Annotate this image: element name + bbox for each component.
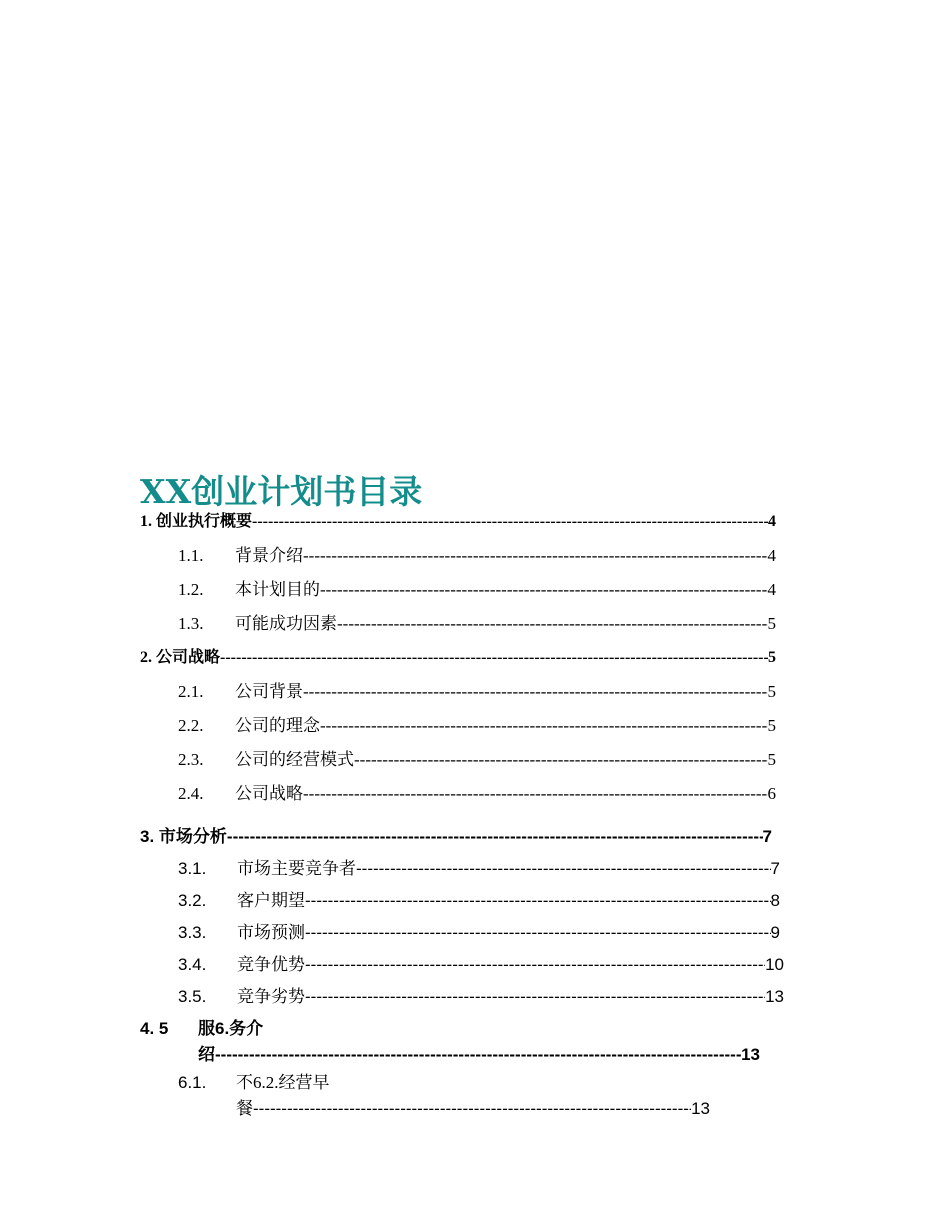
toc-leader (252, 510, 768, 534)
toc-entry-3[interactable] (140, 825, 772, 849)
toc-leader (305, 985, 765, 1009)
toc-label: 市场分析 (158, 827, 227, 846)
toc-leader (303, 680, 768, 704)
toc-entry-3-5[interactable] (178, 985, 784, 1009)
toc-entry-2-4[interactable] (178, 782, 776, 806)
toc-page: 4 (767, 546, 776, 565)
toc-page: 10 (765, 955, 784, 974)
toc-entry-1[interactable] (140, 510, 776, 534)
toc-entry-2-3[interactable] (178, 748, 776, 772)
toc-entry-2[interactable] (140, 646, 776, 670)
toc-label-line1: 服6.务介 (198, 1019, 264, 1038)
toc-page: 7 (762, 827, 772, 846)
toc-page: 8 (770, 891, 780, 910)
toc-number: 2. (140, 649, 152, 666)
toc-label: 市场预测 (237, 923, 305, 942)
toc-entry-2-2[interactable] (178, 714, 776, 738)
toc-number: 3. (140, 827, 155, 846)
toc-leader (356, 857, 771, 881)
toc-leader (215, 1042, 741, 1068)
toc-page: 5 (767, 614, 776, 633)
toc-entry-2-1[interactable] (178, 680, 776, 704)
toc-entry-1-1[interactable] (178, 544, 776, 568)
toc-label: 公司的经营模式 (235, 750, 354, 769)
toc-label: 本计划目的 (235, 580, 320, 599)
toc-label: 可能成功因素 (235, 614, 337, 633)
toc-label: 公司背景 (235, 682, 303, 701)
toc-leader (305, 889, 771, 913)
toc-page: 4 (768, 513, 776, 530)
document-title: XX创业计划书目录 (140, 472, 423, 511)
toc-leader (253, 1096, 691, 1122)
toc-number: 3.3. (178, 923, 207, 942)
toc-number: 4. 5 (140, 1019, 169, 1038)
toc-label: 背景介绍 (235, 546, 303, 565)
toc-label: 创业执行概要 (156, 513, 253, 530)
toc-entry-6-1[interactable] (178, 1070, 710, 1122)
toc-entry-4[interactable] (140, 1016, 760, 1068)
toc-page: 5 (767, 716, 776, 735)
toc-number: 3.1. (178, 859, 207, 878)
toc-label-line2: 绍 (198, 1045, 215, 1064)
toc-page: 9 (770, 923, 780, 942)
toc-leader (337, 612, 768, 636)
toc-leader (320, 578, 768, 602)
toc-leader (220, 646, 768, 670)
toc-number: 2.3. (178, 750, 204, 769)
toc-page: 6 (767, 784, 776, 803)
toc-page: 4 (767, 580, 776, 599)
toc-leader (305, 953, 765, 977)
toc-number: 6.1. (178, 1073, 207, 1092)
toc-entry-3-4[interactable] (178, 953, 784, 977)
toc-page: 7 (770, 859, 780, 878)
toc-page: 13 (765, 987, 784, 1006)
toc-number: 1.2. (178, 580, 204, 599)
toc-number: 2.1. (178, 682, 204, 701)
toc-number: 3.4. (178, 955, 207, 974)
toc-page: 13 (741, 1045, 760, 1064)
toc-number: 3.2. (178, 891, 207, 910)
toc-label: 公司的理念 (235, 716, 320, 735)
toc-label-line2: 餐 (236, 1099, 253, 1118)
toc-label: 竞争劣势 (237, 987, 305, 1006)
toc-leader (320, 714, 768, 738)
toc-number: 2.2. (178, 716, 204, 735)
toc-page: 5 (768, 649, 776, 666)
toc-label: 竞争优势 (237, 955, 305, 974)
toc-leader (303, 782, 768, 806)
toc-label: 客户期望 (237, 891, 305, 910)
toc-page: 5 (767, 750, 776, 769)
toc-entry-3-2[interactable] (178, 889, 780, 913)
toc-number: 1.3. (178, 614, 204, 633)
toc-number: 2.4. (178, 784, 204, 803)
toc-entry-3-3[interactable] (178, 921, 780, 945)
toc-entry-1-3[interactable] (178, 612, 776, 636)
toc-label-line1: 不6.2.经营早 (236, 1073, 330, 1092)
toc-number: 3.5. (178, 987, 207, 1006)
toc-entry-3-1[interactable] (178, 857, 780, 881)
toc-number: 1. (140, 513, 152, 530)
toc-entry-1-2[interactable] (178, 578, 776, 602)
toc-label: 公司战略 (235, 784, 303, 803)
toc-label: 公司战略 (156, 649, 221, 666)
toc-page: 13 (691, 1099, 710, 1118)
toc-page: 5 (767, 682, 776, 701)
toc-leader (305, 921, 771, 945)
toc-leader (227, 825, 763, 849)
toc-leader (354, 748, 768, 772)
toc-number: 1.1. (178, 546, 204, 565)
toc-label: 市场主要竞争者 (237, 859, 356, 878)
toc-leader (303, 544, 768, 568)
